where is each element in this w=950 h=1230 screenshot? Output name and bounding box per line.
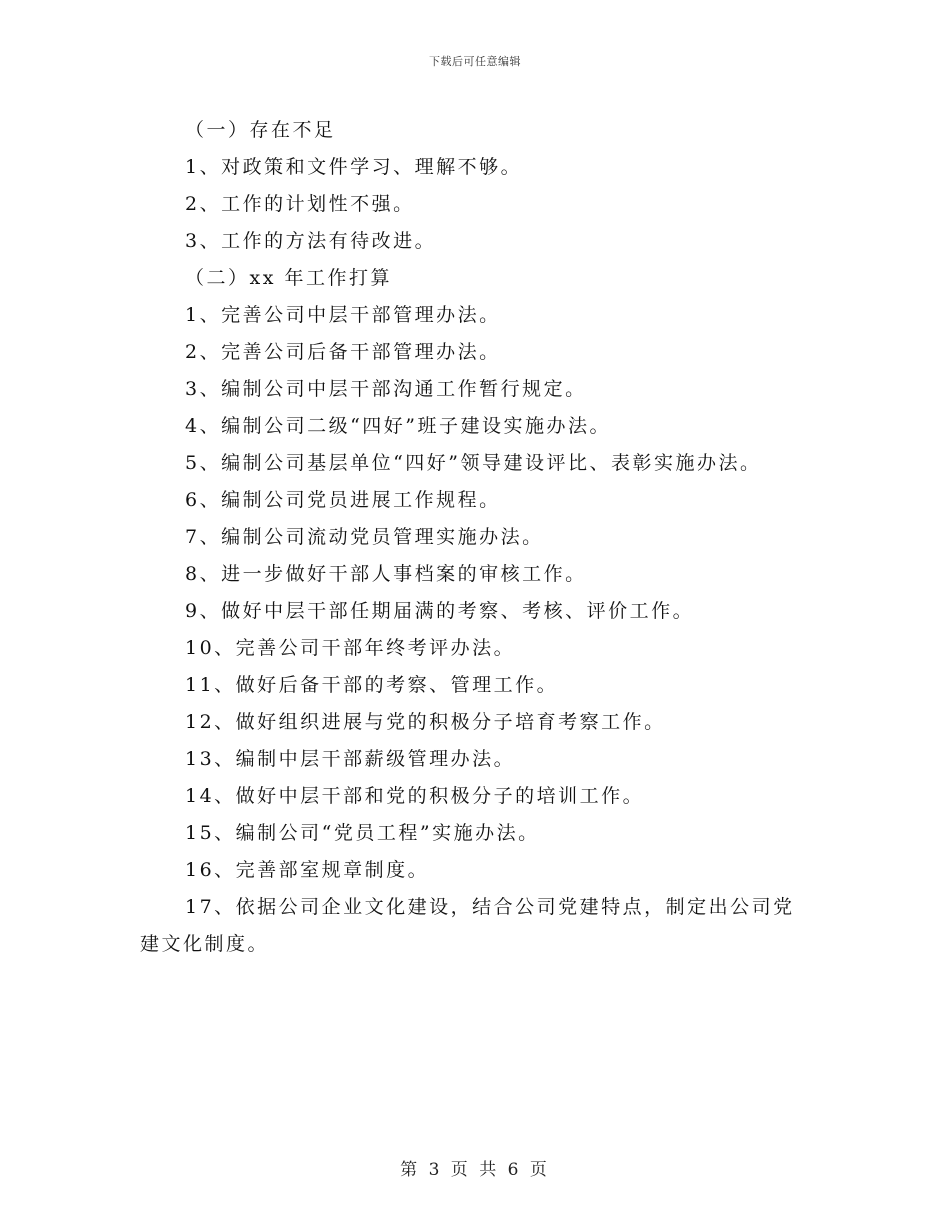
list-item: 2、工作的计划性不强。 — [185, 193, 415, 215]
list-item: 9、做好中层干部任期届满的考察、考核、评价工作。 — [185, 600, 695, 622]
list-item: 14、做好中层干部和党的积极分子的培训工作。 — [185, 785, 645, 807]
list-item: 8、进一步做好干部人事档案的审核工作。 — [185, 563, 587, 585]
list-item: 15、编制公司“党员工程”实施办法。 — [185, 822, 540, 844]
list-item-wrapped: 17、依据公司企业文化建设，结合公司党建特点，制定出公司党建文化制度。 — [140, 896, 795, 955]
list-item: 3、工作的方法有待改进。 — [185, 230, 437, 252]
list-item: 11、做好后备干部的考察、管理工作。 — [185, 674, 559, 696]
list-item: 7、编制公司流动党员管理实施办法。 — [185, 526, 544, 548]
document-body — [140, 112, 820, 963]
list-item: 1、对政策和文件学习、理解不够。 — [185, 156, 523, 178]
page-header-note: 下载后可任意编辑 — [429, 55, 521, 68]
list-item: 10、完善公司干部年终考评办法。 — [185, 637, 516, 659]
list-item: 5、编制公司基层单位“四好”领导建设评比、表彰实施办法。 — [185, 452, 762, 474]
list-item: 4、编制公司二级“四好”班子建设实施办法。 — [185, 415, 612, 437]
list-item: 1、完善公司中层干部管理办法。 — [185, 304, 501, 326]
list-item: 16、完善部室规章制度。 — [185, 859, 430, 881]
list-item: 2、完善公司后备干部管理办法。 — [185, 341, 501, 363]
section-heading-work-plan: （二）xx 年工作打算 — [185, 267, 392, 289]
list-item: 12、做好组织进展与党的积极分子培育考察工作。 — [185, 711, 666, 733]
list-item: 6、编制公司党员进展工作规程。 — [185, 489, 501, 511]
list-item: 3、编制公司中层干部沟通工作暂行规定。 — [185, 378, 587, 400]
list-item: 13、编制中层干部薪级管理办法。 — [185, 748, 516, 770]
section-heading-shortcomings: （一）存在不足 — [185, 119, 336, 141]
page-number: 第 3 页 共 6 页 — [400, 1160, 550, 1180]
